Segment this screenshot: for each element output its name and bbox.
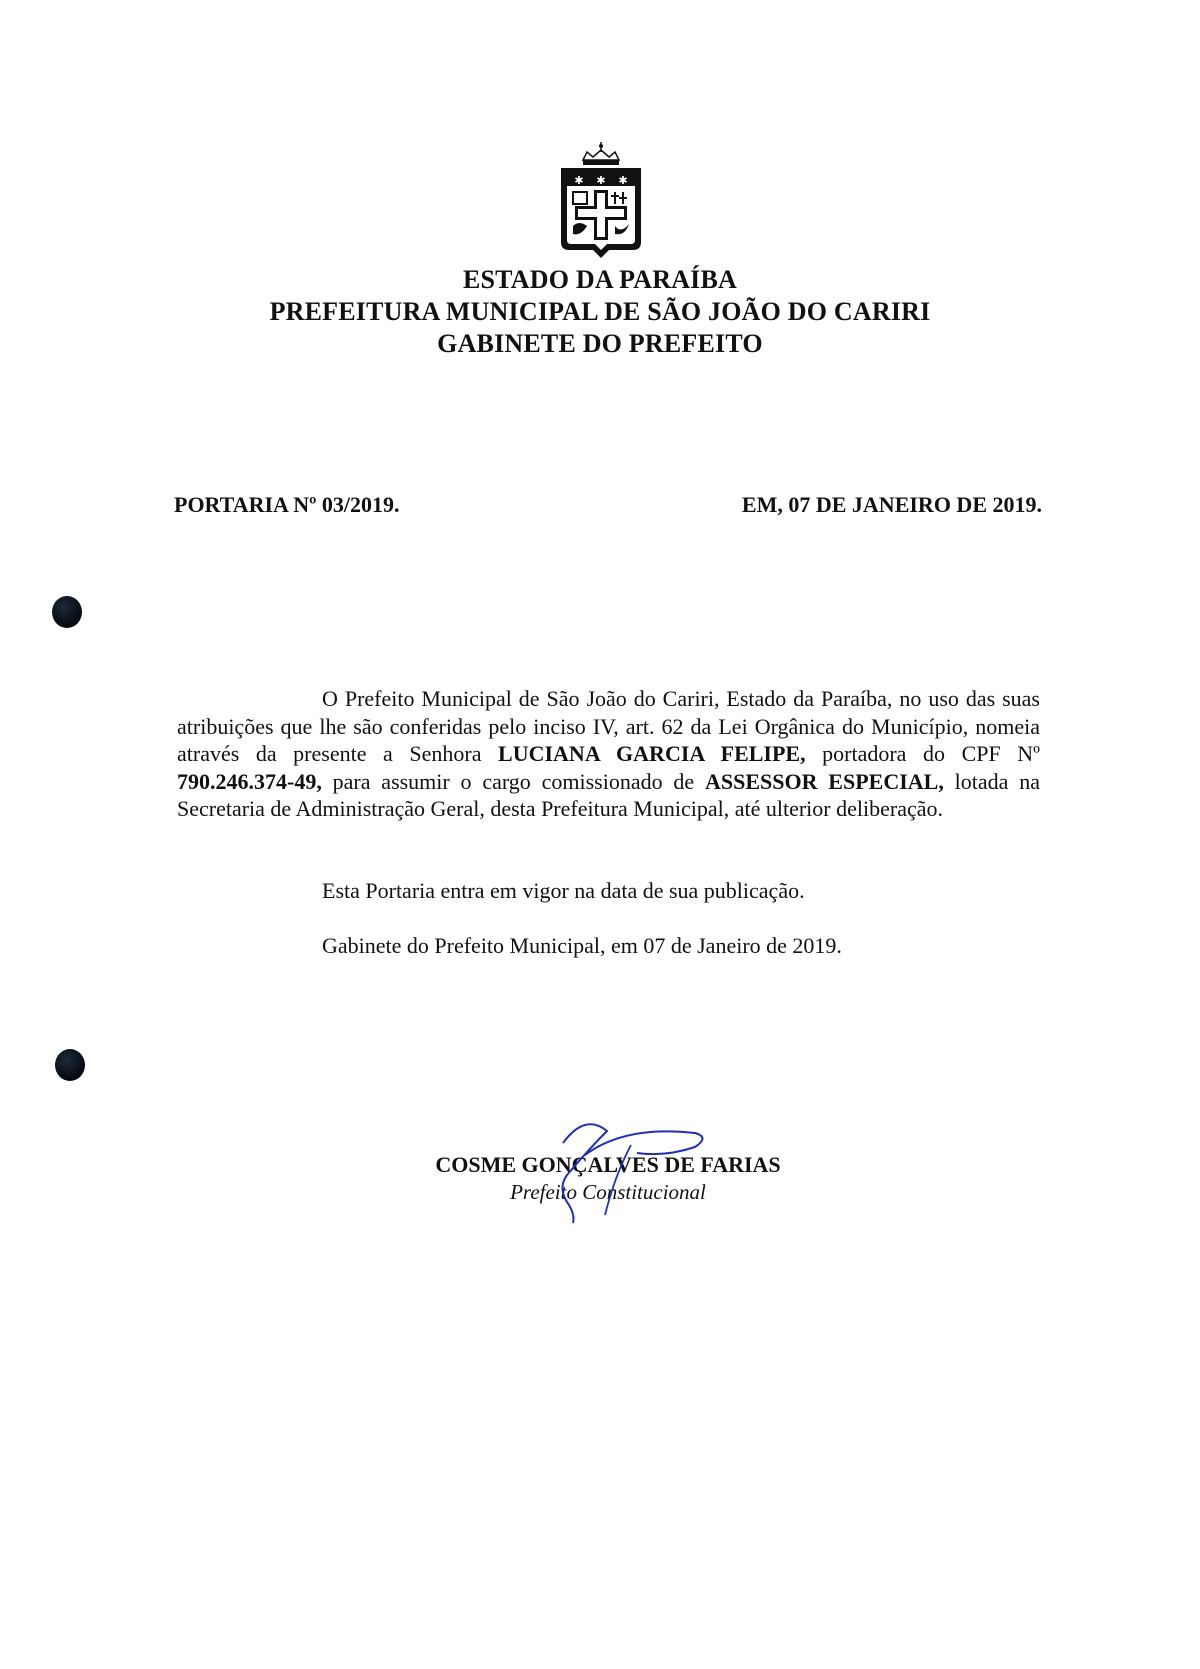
paragraph-text: para assumir o cargo comissionado de [321, 768, 705, 794]
document-header [0, 264, 1200, 360]
paragraph-text: lotada na Secretaria de Administração Geral, desta Prefeitura Municipal, até ulterior deliberação. [177, 768, 1040, 821]
svg-text:✱: ✱ [596, 175, 606, 187]
signer-title: Prefeito Constitucional [510, 1180, 706, 1204]
punch-hole-bottom [55, 1049, 85, 1081]
appointee-cpf: 790.246.374-49, [177, 768, 322, 794]
header-state: ESTADO DA PARAÍBA [462, 265, 738, 294]
municipal-coat-of-arms-icon [557, 142, 645, 260]
portaria-number: PORTARIA Nº 03/2019. [174, 492, 400, 517]
signature-block [0, 1152, 1200, 1205]
closing-paragraph: Gabinete do Prefeito Municipal, em 07 de Janeiro de 2019. [322, 933, 842, 958]
appointee-name: LUCIANA GARCIA FELIPE, [498, 741, 806, 766]
svg-text:✱: ✱ [618, 175, 628, 187]
paragraph-text: O Prefeito Municipal de São João do Cariri, Estado da Paraíba, no uso das suas atribuições que lhe são conferidas pelo inciso IV, art. 62 da Lei Orgânica do Município, nomeia através da presente a Senhora [177, 686, 1040, 766]
appointment-paragraph [177, 685, 1040, 823]
header-office: GABINETE DO PREFEITO [437, 329, 763, 358]
paragraph-text: portadora do CPF Nº [805, 741, 1040, 766]
appointee-role: ASSESSOR ESPECIAL, [705, 768, 944, 794]
svg-text:✱: ✱ [574, 175, 584, 187]
punch-hole-top [52, 596, 82, 628]
portaria-date: EM, 07 DE JANEIRO DE 2019. [741, 492, 1042, 517]
effective-date-paragraph: Esta Portaria entra em vigor na data de sua publicação. [322, 878, 805, 903]
signer-name: COSME GONÇALVES DE FARIAS [435, 1152, 781, 1177]
header-municipality: PREFEITURA MUNICIPAL DE SÃO JOÃO DO CARIRI [269, 297, 931, 326]
